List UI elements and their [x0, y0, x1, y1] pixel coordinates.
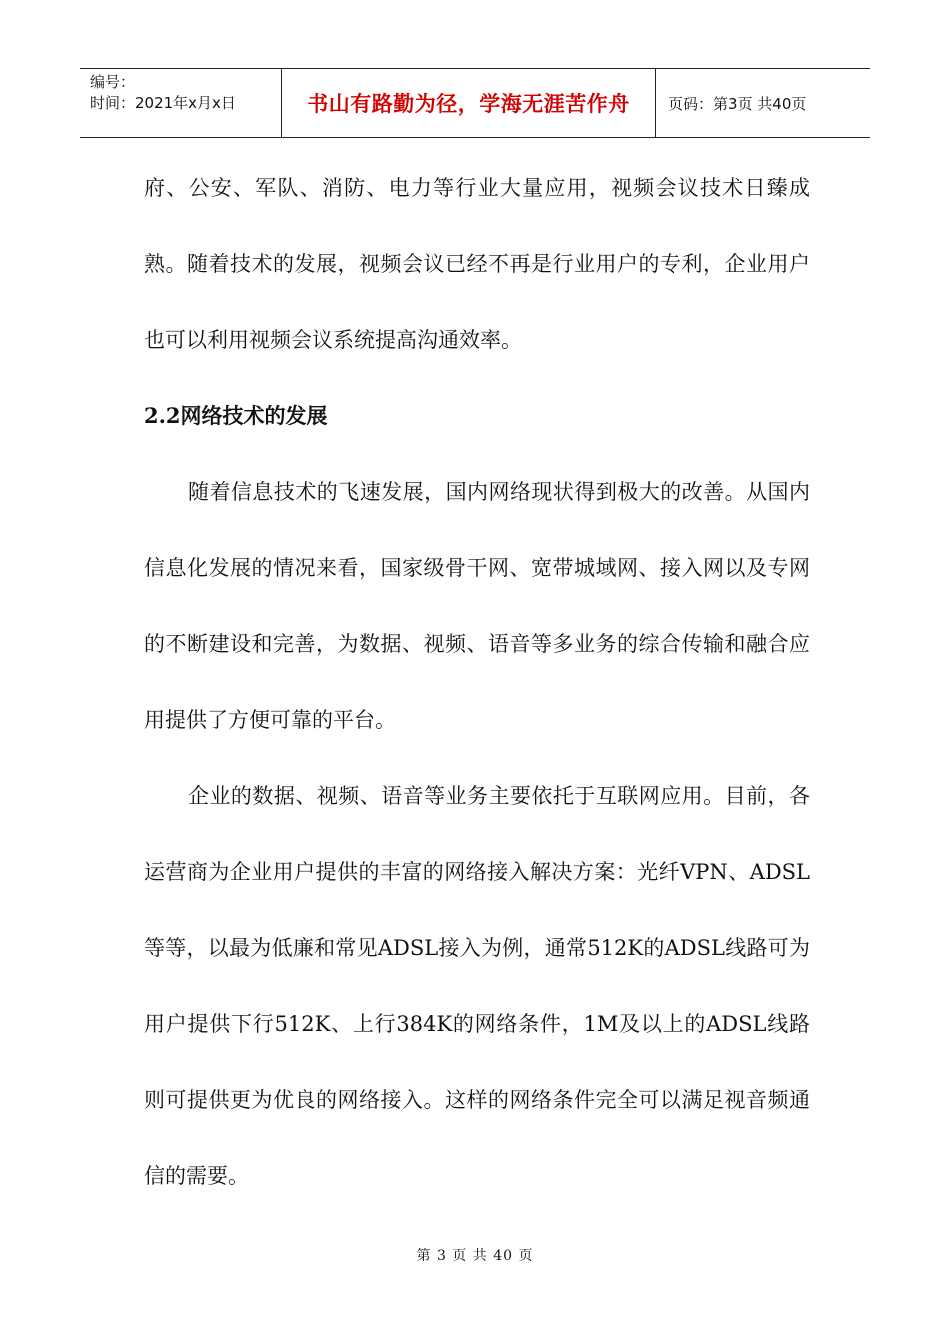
header-meta [80, 69, 282, 137]
document-number-label: 编号： [90, 73, 136, 91]
page-footer: 第 3 页 共 40 页 [416, 1248, 534, 1264]
document-time-label: 时间：2021年x月x日 [90, 94, 236, 112]
header-page-info: 页码：第3页 共40页 [668, 94, 807, 113]
section-heading: 2.2网络技术的发展 [144, 403, 328, 428]
paragraph: 府、公安、军队、消防、电力等行业大量应用，视频会议技术日臻成熟。随着技术的发展，视频会议已经不再是行业用户的专利，企业用户也可以利用视频会议系统提高沟通效率。 [144, 176, 810, 352]
header-motto: 书山有路勤为径，学海无涯苦作舟 [282, 69, 656, 137]
paragraph: 随着信息技术的飞速发展，国内网络现状得到极大的改善。从国内信息化发展的情况来看，国家级骨干网、宽带城域网、接入网以及专网的不断建设和完善，为数据、视频、语音等多业务的综合传输和融合应用提供了方便可靠的平台。 [144, 480, 810, 732]
paragraph: 企业的数据、视频、语音等业务主要依托于互联网应用。目前，各运营商为企业用户提供的丰富的网络接入解决方案：光纤VPN、ADSL等等，以最为低廉和常见ADSL接入为例，通常512K的ADSL线路可为用户提供下行512K、上行384K的网络条件，1M及以上的ADSL线路则可提供更为优良的网络接入。这样的网络条件完全可以满足视音频通信的需要。 [144, 784, 810, 1188]
document-body [144, 150, 810, 1214]
page-header [80, 68, 870, 138]
